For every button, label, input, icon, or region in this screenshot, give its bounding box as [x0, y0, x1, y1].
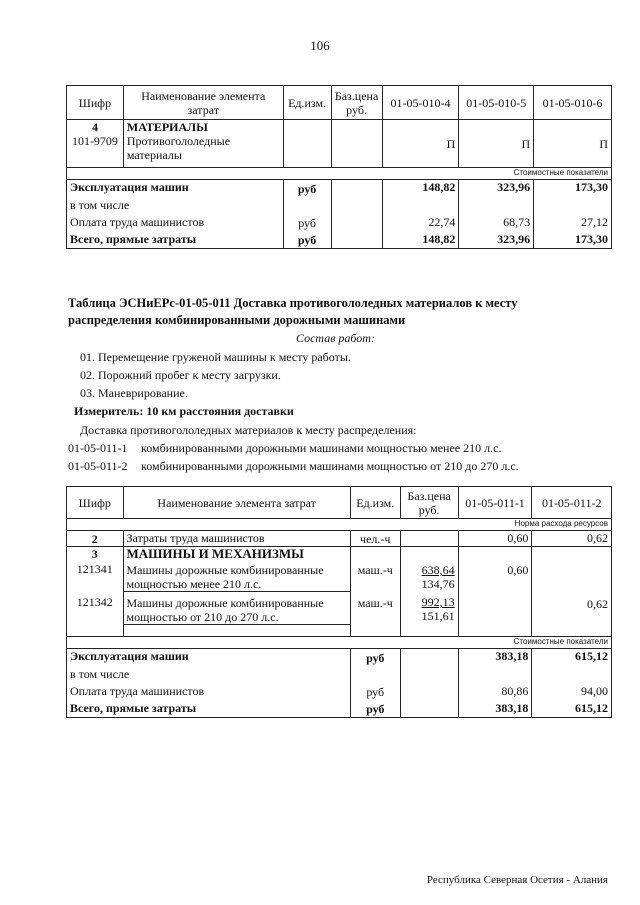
header-price: Баз.цена руб. [400, 487, 458, 519]
labor-name: Затраты труда машинистов [123, 531, 350, 547]
machine-price-1b: 134,76 [421, 577, 455, 591]
variant-text-2: комбинированными дорожными машинами мощностью от 210 до 270 л.с. [141, 459, 519, 473]
summary-row: в том числе [67, 667, 612, 684]
section-number: 4 [91, 120, 98, 134]
step-3: 03. Маневрирование. [80, 386, 188, 400]
summary-row: в том числе [67, 198, 612, 215]
header-col-1: 01-05-010-4 [382, 86, 459, 120]
machine-price-2b: 151,61 [421, 609, 455, 623]
variant-code-2: 01-05-011-2 [68, 459, 128, 473]
header-code: Шифр [67, 86, 124, 120]
labor-v2: 0,62 [532, 531, 612, 547]
machine-name-1b: мощностью менее 210 л.с. [124, 577, 350, 592]
machine-code-2: 121342 [76, 595, 113, 609]
machine-price-1a: 638,64 [421, 563, 455, 577]
table-delivery [66, 486, 612, 718]
section-title: МАШИНЫ И МЕХАНИЗМЫ [126, 546, 304, 561]
machine-unit-2: маш.-ч [357, 596, 393, 610]
composition-title: Состав работ: [296, 331, 375, 345]
header-price: Баз.цена руб. [331, 86, 382, 120]
labor-code: 2 [67, 531, 124, 547]
header-col-1: 01-05-011-1 [458, 487, 532, 519]
table-row [67, 120, 612, 168]
step-1: 01. Перемещение груженой машины к месту работы. [80, 350, 351, 364]
header-name: Наименование элемента затрат [123, 86, 283, 120]
cost-section-label: Стоимостные показатели [67, 637, 612, 649]
labor-unit: чел.-ч [350, 531, 400, 547]
table2-title-line1: Таблица ЭСНиЕРс-01-05-011 Доставка противогололедных материалов к месту [68, 296, 518, 310]
labor-v1: 0,60 [458, 531, 532, 547]
item-mark-1: П [382, 120, 459, 168]
item-name: Противогололедные материалы [126, 134, 231, 162]
item-mark-2: П [459, 120, 534, 168]
table-materials [66, 85, 612, 249]
section-title: МАТЕРИАЛЫ [126, 120, 208, 134]
header-col-2: 01-05-011-2 [532, 487, 612, 519]
header-code: Шифр [67, 487, 124, 519]
machine-code-1: 121341 [76, 562, 113, 576]
header-col-2: 01-05-010-5 [459, 86, 534, 120]
summary-row: Оплата труда машинистов руб 22,74 68,73 27,12 [67, 215, 612, 232]
footer-region: Республика Северная Осетия - Алания [426, 874, 608, 886]
machine-unit-1: маш.-ч [357, 563, 393, 577]
machine-name-2b: мощностью от 210 до 270 л.с. [124, 610, 350, 625]
header-unit: Ед.изм. [350, 487, 400, 519]
item-mark-3: П [534, 120, 612, 168]
table-header-row [67, 86, 612, 120]
header-col-3: 01-05-010-6 [534, 86, 612, 120]
summary-row: Эксплуатация машин руб 383,18 615,12 [67, 649, 612, 667]
intro: Доставка противогололедных материалов к месту распределения: [80, 423, 417, 437]
header-name: Наименование элемента затрат [123, 487, 350, 519]
variant-code-1: 01-05-011-1 [68, 441, 128, 455]
section-number: 3 [91, 547, 98, 561]
machine-v1-1: 0,60 [507, 563, 529, 577]
header-unit: Ед.изм. [283, 86, 331, 120]
norm-section-label: Норма расхода ресурсов [67, 519, 612, 531]
machine-price-2a: 992,13 [421, 595, 455, 609]
table2-title-line2: распределения комбинированными дорожными машинами [68, 313, 406, 327]
variant-text-1: комбинированными дорожными машинами мощностью менее 210 л.с. [141, 441, 502, 455]
machine-v2-2: 0,62 [587, 597, 608, 611]
summary-row: Оплата труда машинистов руб 80,86 94,00 [67, 684, 612, 701]
summary-row: Эксплуатация машин руб 148,82 323,96 173,30 [67, 180, 612, 198]
meter: Измеритель: 10 км расстояния доставки [74, 404, 294, 418]
summary-row: Всего, прямые затраты руб 148,82 323,96 173,30 [67, 232, 612, 249]
machine-name-2a: Машины дорожные комбинированные [126, 596, 324, 610]
item-code: 101-9709 [71, 134, 118, 148]
cost-section-label: Стоимостные показатели [67, 168, 612, 180]
summary-row: Всего, прямые затраты руб 383,18 615,12 [67, 701, 612, 718]
step-2: 02. Порожний пробег к месту загрузки. [80, 368, 281, 382]
page-number: 106 [310, 38, 330, 53]
table-row [67, 531, 612, 547]
machine-name-1a: Машины дорожные комбинированные [126, 563, 324, 577]
table-header-row [67, 487, 612, 519]
table-row [67, 547, 612, 637]
